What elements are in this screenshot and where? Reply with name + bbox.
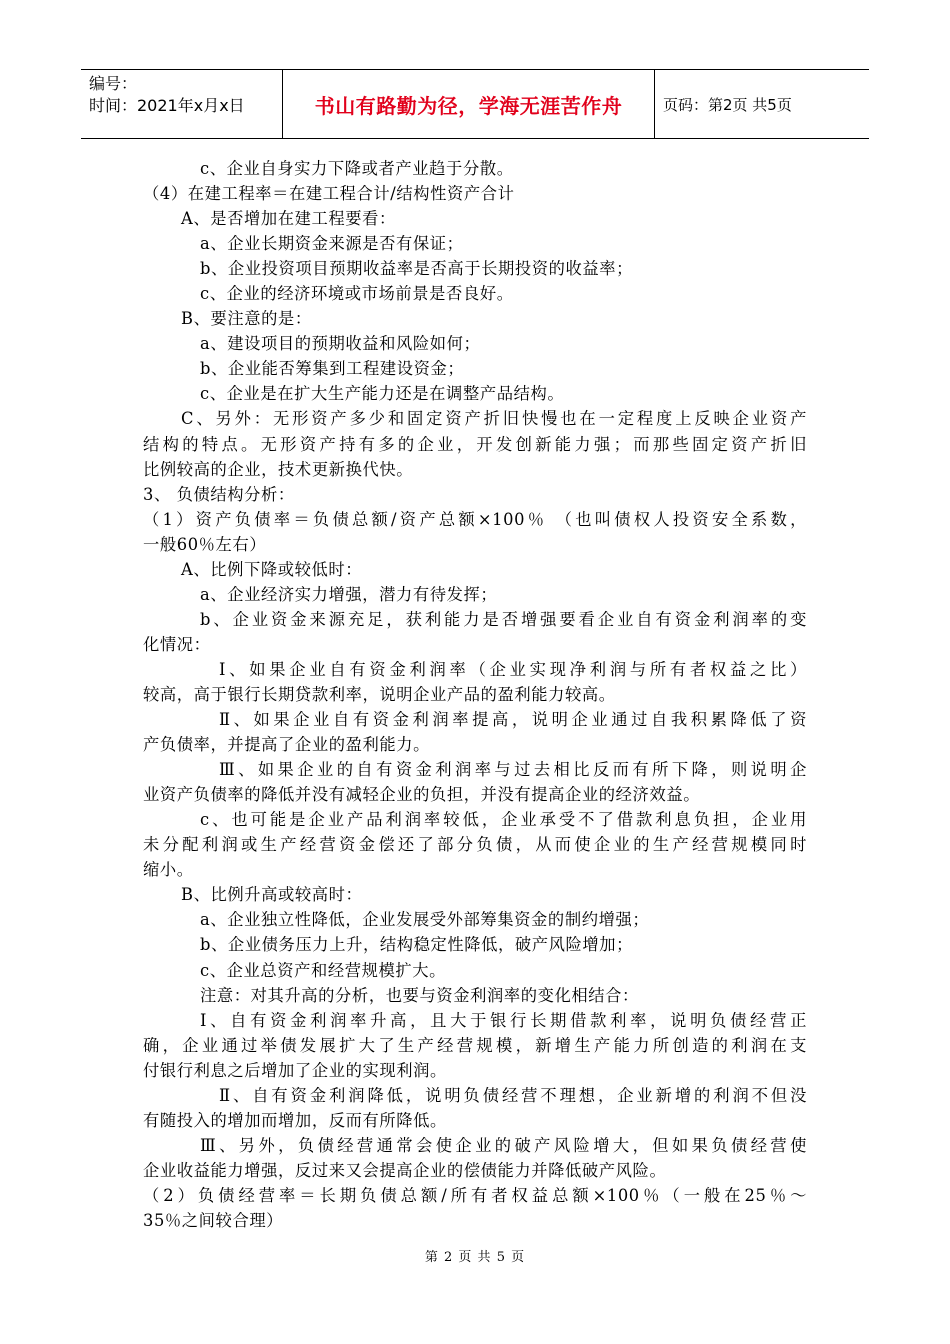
text-line: 缩小。 [143,860,194,880]
text-line: b、企业债务压力上升，结构稳定性降低，破产风险增加； [200,935,634,955]
text-line: 未分配利润或生产经营资金偿还了部分负债，从而使企业的生产经营规模同时 [143,835,807,855]
text-line: C、另外：无形资产多少和固定资产折旧快慢也在一定程度上反映企业资产 [181,409,807,429]
text-line: b、企业投资项目预期收益率是否高于长期投资的收益率； [200,259,634,279]
text-line: 业资产负债率的降低并没有减轻企业的负担，并没有提高企业的经济效益。 [143,785,701,805]
text-line: Ⅱ、如果企业自有资金利润率提高，说明企业通过自我积累降低了资 [219,710,807,730]
text-line: 注意：对其升高的分析，也要与资金利润率的变化相结合： [200,985,639,1005]
text-line: c、企业是在扩大生产能力还是在调整产品结构。 [200,384,565,404]
text-line: 结构的特点。无形资产持有多的企业，开发创新能力强；而那些固定资产折旧 [143,434,807,454]
document-body [143,156,807,1233]
text-line: a、建设项目的预期收益和风险如何； [200,334,481,354]
text-line: 一般60％左右） [143,534,267,554]
text-line: b、企业能否筹集到工程建设资金； [200,359,465,379]
header-meta [81,70,283,138]
text-line: （2）负债经营率＝长期负债总额/所有者权益总额×100％（一般在25％～ [143,1185,807,1205]
header-motto: 书山有路勤为径，学海无涯苦作舟 [283,70,655,138]
text-line: 付银行利息之后增加了企业的实现利润。 [143,1060,447,1080]
text-line: A、是否增加在建工程要看： [181,209,396,229]
text-line: c、也可能是企业产品利润率较低，企业承受不了借款利息负担，企业用 [200,810,807,830]
text-line: 较高，高于银行长期贷款利率，说明企业产品的盈利能力较高。 [143,684,616,704]
document-number-label: 编号： [89,74,138,93]
text-line: c、企业的经济环境或市场前景是否良好。 [200,284,514,304]
text-line: c、企业总资产和经营规模扩大。 [200,960,447,980]
page-header [81,69,869,139]
document-date: 时间：2021年x月x日 [89,96,245,115]
text-line: a、企业经济实力增强，潜力有待发挥； [200,584,498,604]
header-page-info: 页码：第2页 共5页 [663,95,792,114]
text-line: B、比例升高或较高时： [181,885,363,905]
text-line: 35％之间较合理） [143,1210,284,1230]
text-line: 有随投入的增加而增加，反而有所降低。 [143,1110,447,1130]
text-line: 确，企业通过举债发展扩大了生产经营规模，新增生产能力所创造的利润在支 [143,1035,807,1055]
text-line: 比例较高的企业，技术更新换代快。 [143,459,414,479]
text-line: 企业收益能力增强，反过来又会提高企业的偿债能力并降低破产风险。 [143,1160,667,1180]
text-line: A、比例下降或较低时： [181,559,363,579]
text-line: Ⅲ、如果企业的自有资金利润率与过去相比反而有所下降，则说明企 [219,760,807,780]
text-line: a、企业长期资金来源是否有保证； [200,234,464,254]
text-line: Ⅱ、自有资金利润降低，说明负债经营不理想，企业新增的利润不但没 [219,1085,807,1105]
text-line: Ⅰ、自有资金利润率升高，且大于银行长期借款利率，说明负债经营正 [200,1010,807,1030]
text-line: 3、 负债结构分析： [143,484,295,504]
text-line: （4）在建工程率＝在建工程合计/结构性资产合计 [143,184,515,204]
text-line: B、要注意的是： [181,309,312,329]
text-line: （1）资产负债率＝负债总额/资产总额×100％ （也叫债权人投资安全系数， [143,509,807,529]
text-line: b、企业资金来源充足，获利能力是否增强要看企业自有资金利润率的变 [200,609,807,629]
text-line: 化情况： [143,634,211,654]
text-line: c、企业自身实力下降或者产业趋于分散。 [200,159,514,178]
text-line: Ⅰ、如果企业自有资金利润率（企业实现净利润与所有者权益之比） [219,659,807,679]
text-line: 产负债率，并提高了企业的盈利能力。 [143,735,430,755]
page-footer: 第 2 页 共 5 页 [424,1250,526,1265]
text-line: a、企业独立性降低，企业发展受外部筹集资金的制约增强； [200,910,650,930]
text-line: Ⅲ、另外，负债经营通常会使企业的破产风险增大，但如果负债经营使 [200,1135,807,1155]
